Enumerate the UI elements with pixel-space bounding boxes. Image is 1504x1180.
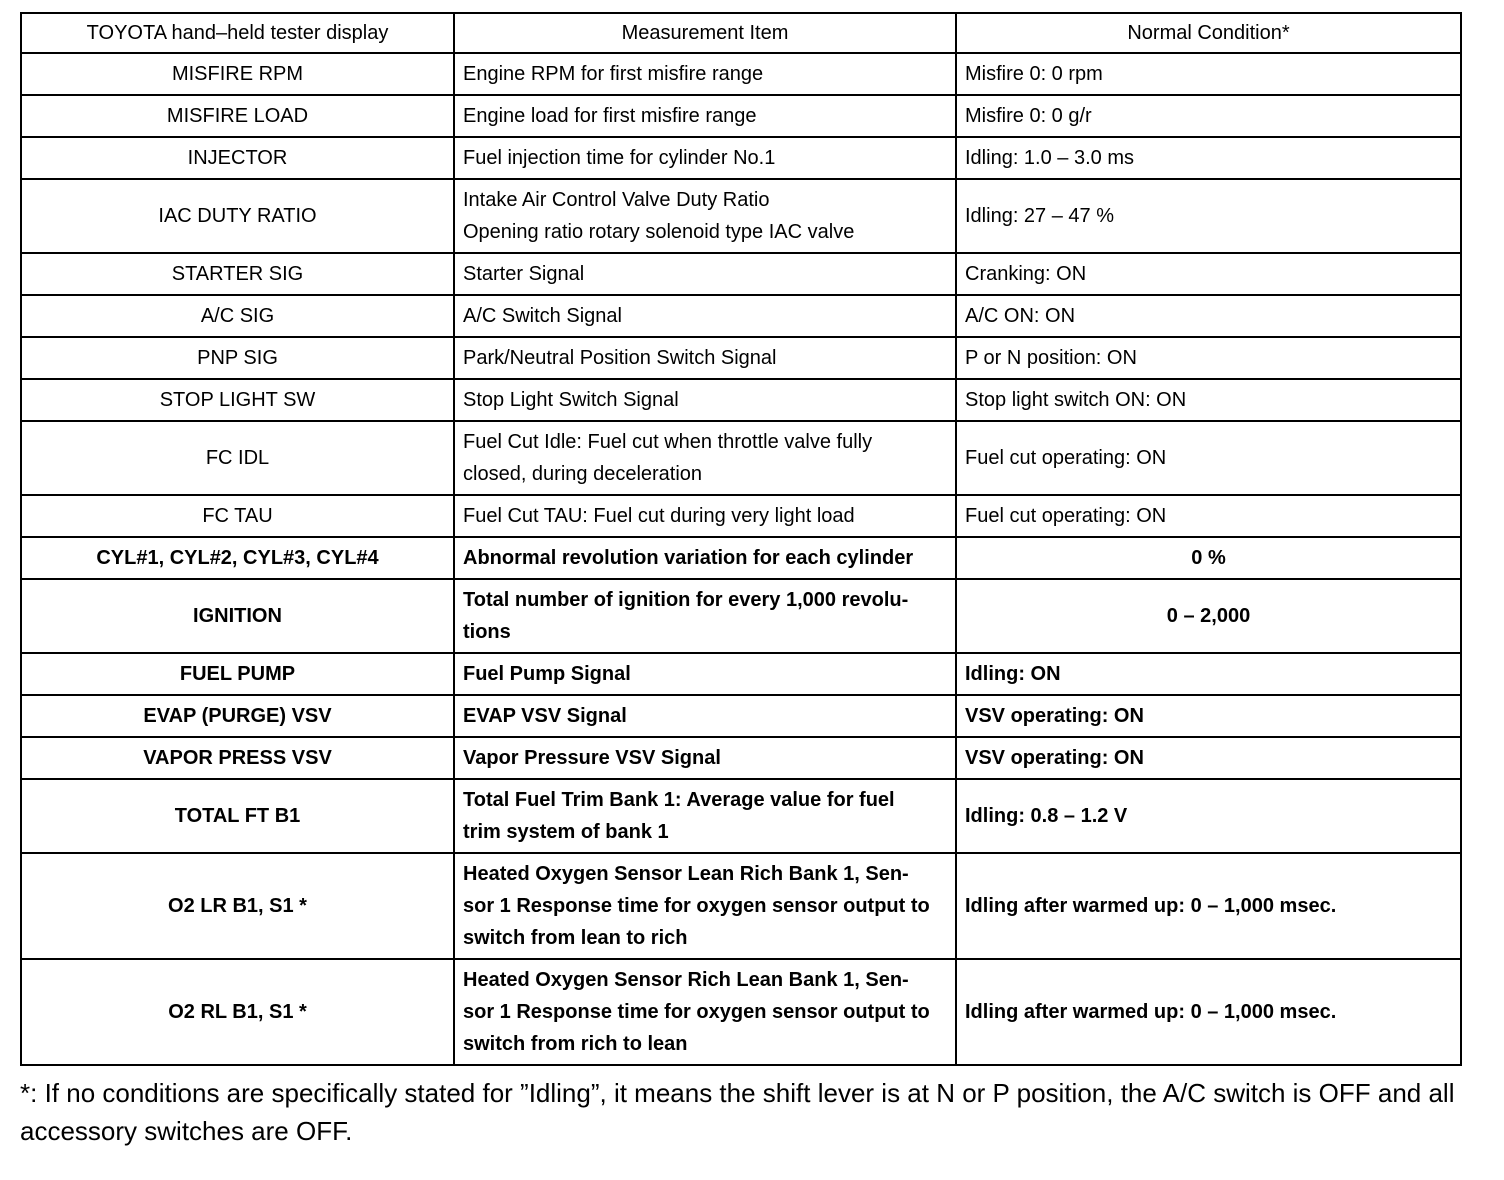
table-row	[21, 179, 1461, 253]
measurement-line: Fuel Cut TAU: Fuel cut during very light load	[463, 505, 855, 527]
measurement-line: Total Fuel Trim Bank 1: Average value for fuel	[463, 789, 895, 811]
table-row	[21, 421, 1461, 495]
condition-cell: Fuel cut operating: ON	[956, 495, 1461, 537]
condition-cell: Fuel cut operating: ON	[956, 421, 1461, 495]
condition-cell: VSV operating: ON	[956, 695, 1461, 737]
condition-cell: 0 %	[956, 537, 1461, 579]
tester-data-table	[20, 12, 1462, 1066]
measurement-cell	[454, 653, 956, 695]
table-row	[21, 53, 1461, 95]
table-row	[21, 737, 1461, 779]
measurement-cell	[454, 337, 956, 379]
display-cell: FC TAU	[21, 495, 454, 537]
condition-cell: 0 – 2,000	[956, 579, 1461, 653]
header-tester-display: TOYOTA hand–held tester display	[21, 13, 454, 53]
display-cell: TOTAL FT B1	[21, 779, 454, 853]
display-cell: MISFIRE LOAD	[21, 95, 454, 137]
table-row	[21, 379, 1461, 421]
measurement-cell	[454, 495, 956, 537]
measurement-cell	[454, 853, 956, 959]
condition-cell: Idling: 0.8 – 1.2 V	[956, 779, 1461, 853]
measurement-line: Intake Air Control Valve Duty Ratio	[463, 189, 770, 211]
table-row	[21, 337, 1461, 379]
measurement-line: Heated Oxygen Sensor Rich Lean Bank 1, Sen-	[463, 969, 909, 991]
measurement-cell	[454, 179, 956, 253]
table-row	[21, 653, 1461, 695]
measurement-cell	[454, 253, 956, 295]
measurement-line: Engine RPM for first misfire range	[463, 63, 764, 85]
table-row	[21, 253, 1461, 295]
condition-cell: Idling after warmed up: 0 – 1,000 msec.	[956, 959, 1461, 1065]
display-cell: CYL#1, CYL#2, CYL#3, CYL#4	[21, 537, 454, 579]
footnote: *: If no conditions are specifically stated for ”Idling”, it means the shift lever is at N or P position, the A/C switch is OFF and all accessory switches are OFF.	[20, 1078, 1455, 1146]
table-row	[21, 853, 1461, 959]
condition-cell: Idling after warmed up: 0 – 1,000 msec.	[956, 853, 1461, 959]
display-cell: EVAP (PURGE) VSV	[21, 695, 454, 737]
measurement-cell	[454, 379, 956, 421]
display-cell: FUEL PUMP	[21, 653, 454, 695]
condition-cell: VSV operating: ON	[956, 737, 1461, 779]
display-cell: PNP SIG	[21, 337, 454, 379]
display-cell: VAPOR PRESS VSV	[21, 737, 454, 779]
measurement-cell	[454, 295, 956, 337]
table-row	[21, 537, 1461, 579]
measurement-line: Starter Signal	[463, 263, 585, 285]
measurement-cell	[454, 779, 956, 853]
condition-cell: A/C ON: ON	[956, 295, 1461, 337]
display-cell: IGNITION	[21, 579, 454, 653]
measurement-line: Fuel injection time for cylinder No.1	[463, 147, 776, 169]
measurement-line: sor 1 Response time for oxygen sensor output to	[463, 895, 930, 917]
condition-cell: Stop light switch ON: ON	[956, 379, 1461, 421]
measurement-line: Engine load for first misfire range	[463, 105, 757, 127]
measurement-cell	[454, 579, 956, 653]
condition-cell: Misfire 0: 0 g/r	[956, 95, 1461, 137]
measurement-line: tions	[463, 621, 511, 643]
condition-cell: Idling: 27 – 47 %	[956, 179, 1461, 253]
measurement-line: Fuel Cut Idle: Fuel cut when throttle valve fully	[463, 431, 873, 453]
table-row	[21, 95, 1461, 137]
table-row	[21, 695, 1461, 737]
measurement-line: Total number of ignition for every 1,000 revolu-	[463, 589, 909, 611]
display-cell: IAC DUTY RATIO	[21, 179, 454, 253]
table-row	[21, 579, 1461, 653]
measurement-line: Vapor Pressure VSV Signal	[463, 747, 721, 769]
measurement-cell	[454, 695, 956, 737]
condition-cell: P or N position: ON	[956, 337, 1461, 379]
display-cell: MISFIRE RPM	[21, 53, 454, 95]
measurement-line: switch from rich to lean	[463, 1033, 688, 1055]
measurement-line: closed, during deceleration	[463, 463, 703, 485]
measurement-cell	[454, 137, 956, 179]
condition-cell: Cranking: ON	[956, 253, 1461, 295]
display-cell: O2 RL B1, S1 *	[21, 959, 454, 1065]
measurement-cell	[454, 53, 956, 95]
condition-cell: Misfire 0: 0 rpm	[956, 53, 1461, 95]
display-cell: FC IDL	[21, 421, 454, 495]
table-row	[21, 137, 1461, 179]
display-cell: O2 LR B1, S1 *	[21, 853, 454, 959]
measurement-cell	[454, 95, 956, 137]
measurement-line: Opening ratio rotary solenoid type IAC valve	[463, 221, 855, 243]
measurement-line: EVAP VSV Signal	[463, 705, 627, 727]
measurement-line: Park/Neutral Position Switch Signal	[463, 347, 777, 369]
header-normal-condition: Normal Condition*	[956, 13, 1461, 53]
measurement-line: Heated Oxygen Sensor Lean Rich Bank 1, Sen-	[463, 863, 909, 885]
table-row	[21, 779, 1461, 853]
measurement-line: Stop Light Switch Signal	[463, 389, 679, 411]
table-row	[21, 295, 1461, 337]
measurement-line: A/C Switch Signal	[463, 305, 622, 327]
table-row	[21, 959, 1461, 1065]
measurement-cell	[454, 959, 956, 1065]
measurement-cell	[454, 737, 956, 779]
display-cell: A/C SIG	[21, 295, 454, 337]
measurement-line: switch from lean to rich	[463, 927, 688, 949]
condition-cell: Idling: 1.0 – 3.0 ms	[956, 137, 1461, 179]
measurement-line: Abnormal revolution variation for each cylinder	[463, 547, 914, 569]
measurement-line: sor 1 Response time for oxygen sensor output to	[463, 1001, 930, 1023]
measurement-line: trim system of bank 1	[463, 821, 669, 843]
condition-cell: Idling: ON	[956, 653, 1461, 695]
display-cell: STARTER SIG	[21, 253, 454, 295]
display-cell: STOP LIGHT SW	[21, 379, 454, 421]
display-cell: INJECTOR	[21, 137, 454, 179]
measurement-cell	[454, 537, 956, 579]
header-measurement-item: Measurement Item	[454, 13, 956, 53]
measurement-line: Fuel Pump Signal	[463, 663, 631, 685]
document-page	[20, 12, 1460, 1150]
table-row	[21, 495, 1461, 537]
table-header-row	[21, 13, 1461, 53]
measurement-cell	[454, 421, 956, 495]
